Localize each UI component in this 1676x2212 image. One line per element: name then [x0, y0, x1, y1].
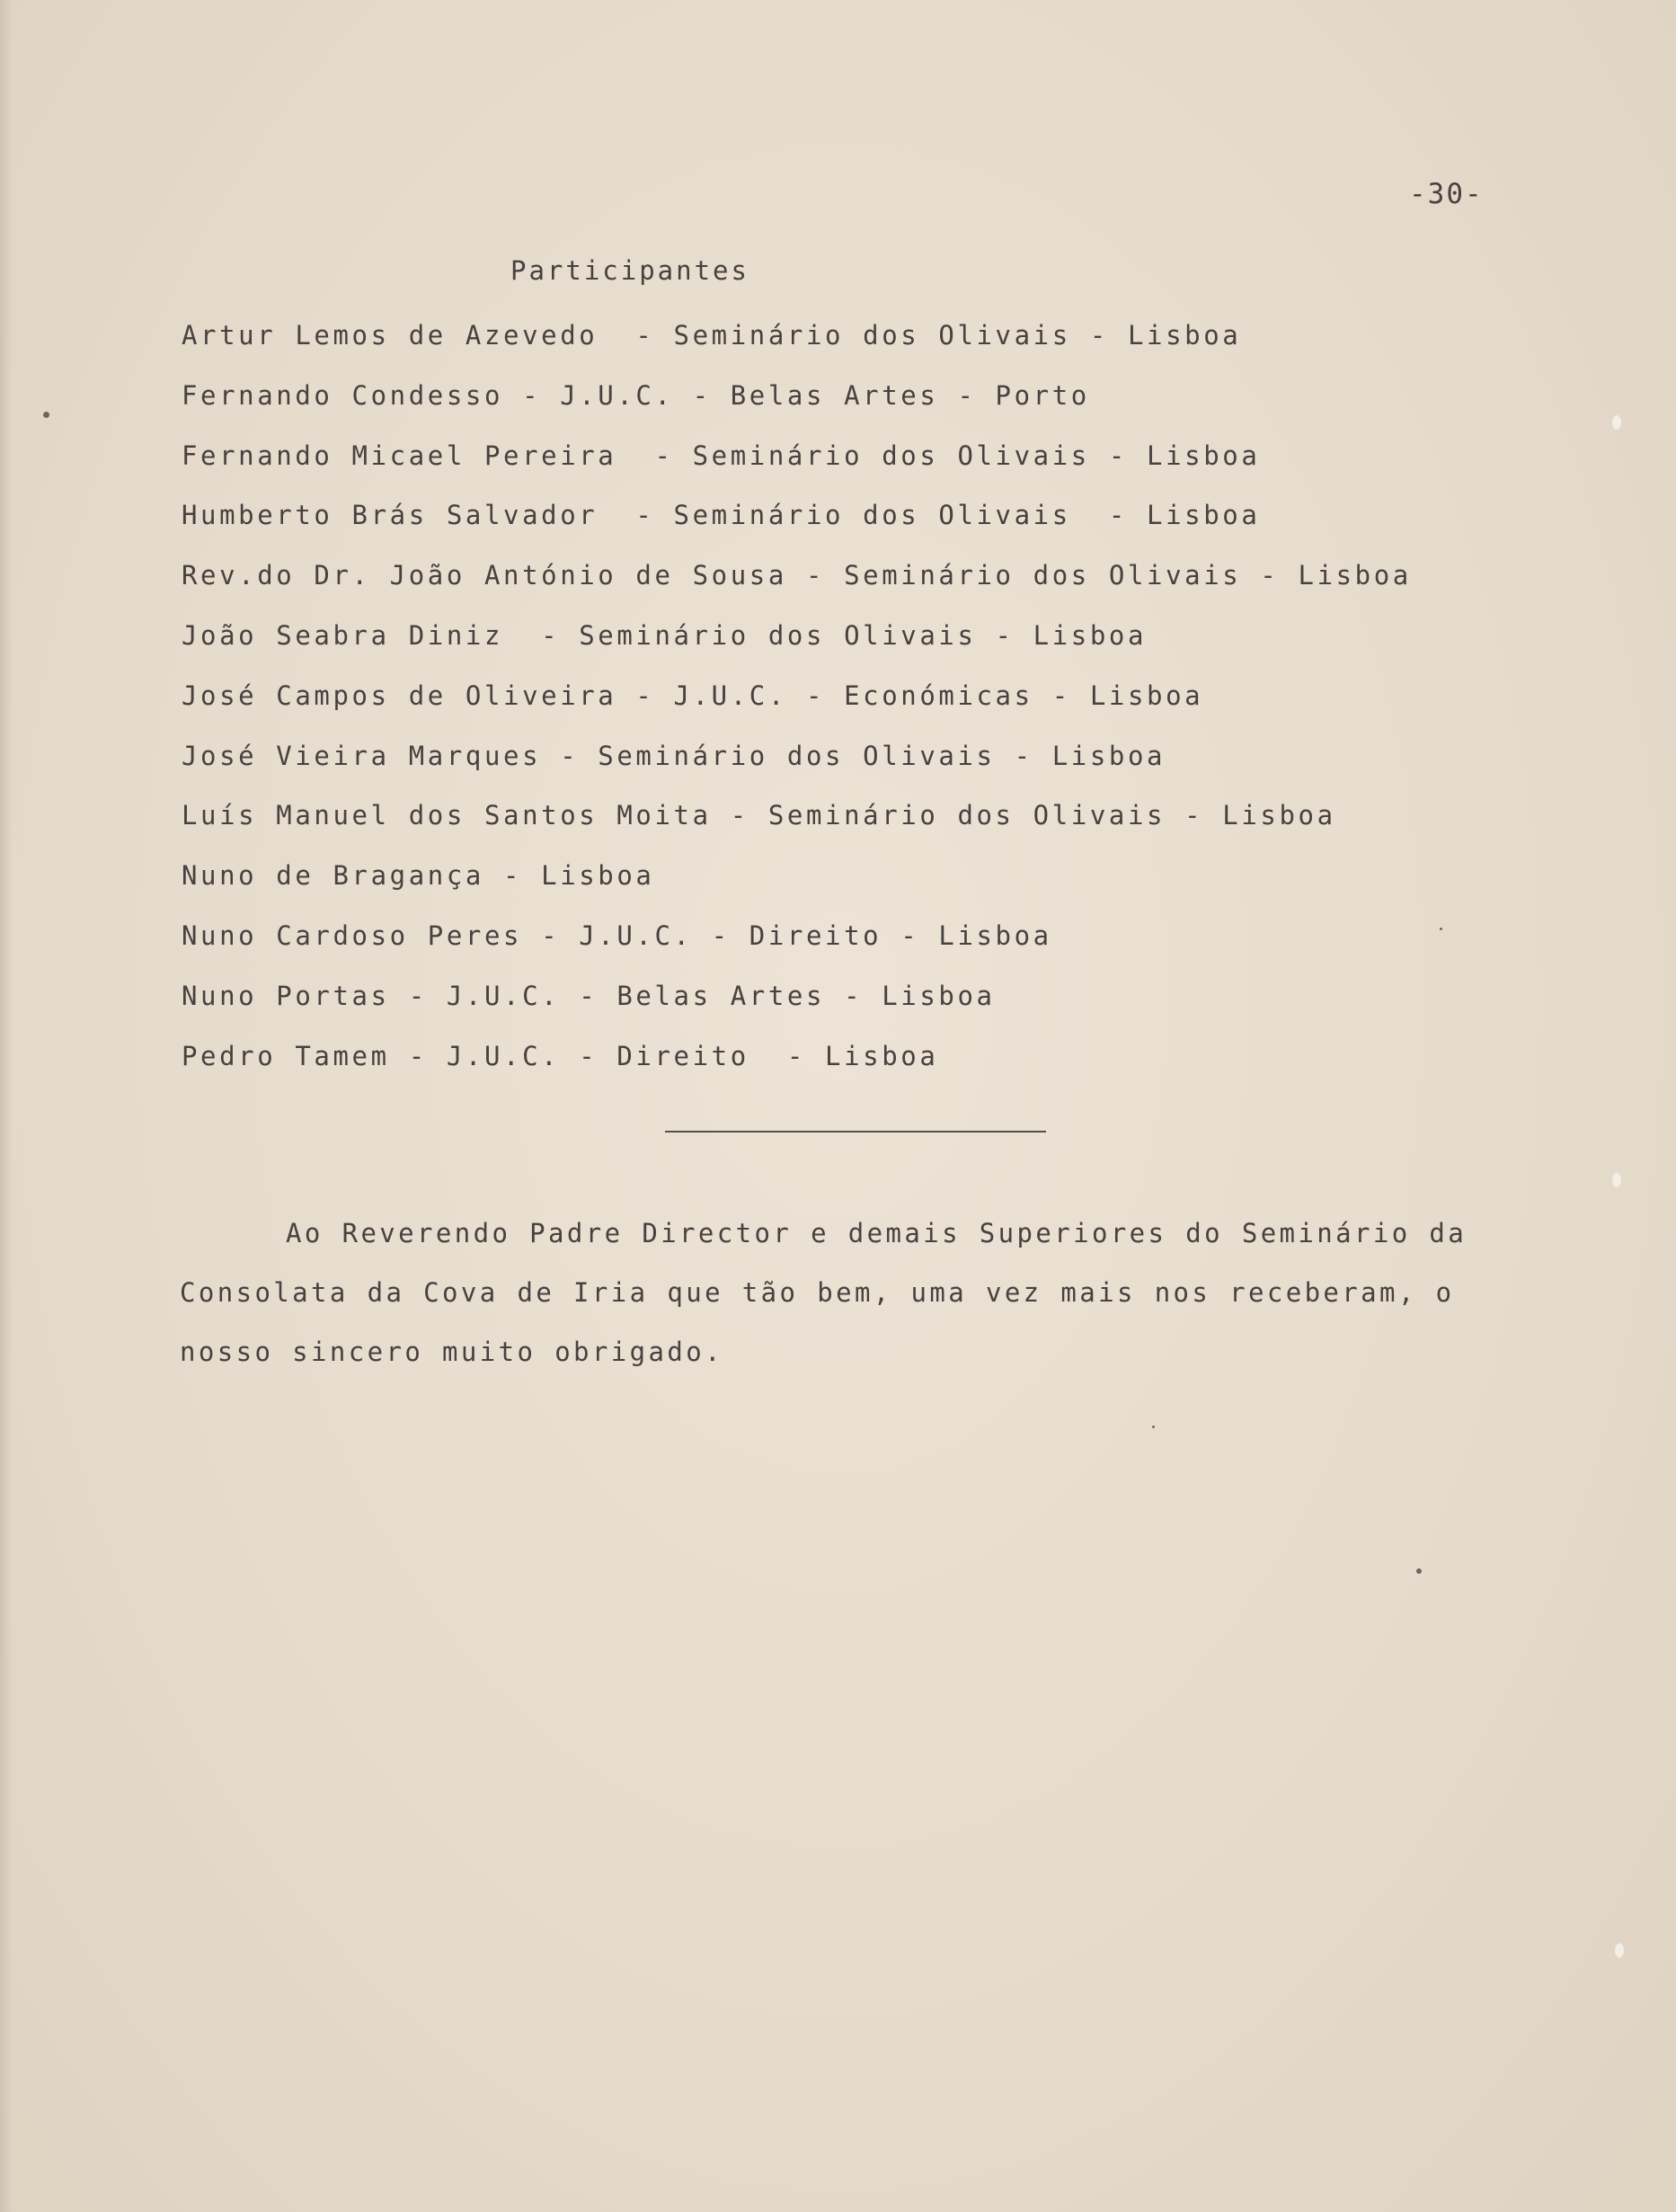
participant-entry: Luís Manuel dos Santos Moita - Seminário dos Olivais - Lisboa — [182, 800, 1336, 831]
paper-speck — [1416, 1568, 1422, 1574]
page-number: -30- — [1409, 178, 1484, 210]
participant-entry: Nuno Cardoso Peres - J.U.C. - Direito - Lisboa — [182, 919, 1052, 951]
binder-hole-mark — [1612, 415, 1621, 430]
participant-entry: Rev.do Dr. João António de Sousa - Seminário dos Olivais - Lisboa — [182, 560, 1412, 591]
participant-entry: Nuno de Bragança - Lisboa — [182, 860, 655, 892]
participant-entry: Fernando Condesso - J.U.C. - Belas Artes - Porto — [182, 379, 1090, 411]
binder-hole-mark — [1615, 1943, 1624, 1958]
paper-speck — [1440, 928, 1442, 930]
closing-paragraph: Ao Reverendo Padre Director e demais Superiores do Seminário da Consolata da Cova de Iria que tão bem, uma vez mais nos receberam, o nosso sincero muito obrigado. — [180, 1218, 1468, 1367]
binder-hole-mark — [1612, 1173, 1621, 1187]
participants-list — [182, 313, 1412, 1093]
page-edge-shadow — [0, 0, 13, 2212]
participant-entry: Humberto Brás Salvador - Seminário dos Olivais - Lisboa — [182, 500, 1261, 531]
participant-entry: José Vieira Marques - Seminário dos Olivais - Lisboa — [182, 740, 1166, 771]
participant-entry: Fernando Micael Pereira - Seminário dos Olivais - Lisboa — [182, 440, 1261, 471]
participant-entry: Artur Lemos de Azevedo - Seminário dos Olivais - Lisboa — [182, 320, 1242, 351]
participants-heading: Participantes — [510, 255, 749, 286]
participant-entry: Nuno Portas - J.U.C. - Belas Artes - Lisboa — [182, 980, 996, 1011]
participant-entry: Pedro Tamem - J.U.C. - Direito - Lisboa — [182, 1040, 939, 1071]
participant-entry: João Seabra Diniz - Seminário dos Olivais - Lisboa — [182, 619, 1148, 651]
paper-speck — [1152, 1426, 1155, 1428]
paper-speck — [43, 412, 49, 418]
participant-entry: José Campos de Oliveira - J.U.C. - Económicas - Lisboa — [182, 680, 1204, 711]
section-divider — [665, 1131, 1046, 1133]
